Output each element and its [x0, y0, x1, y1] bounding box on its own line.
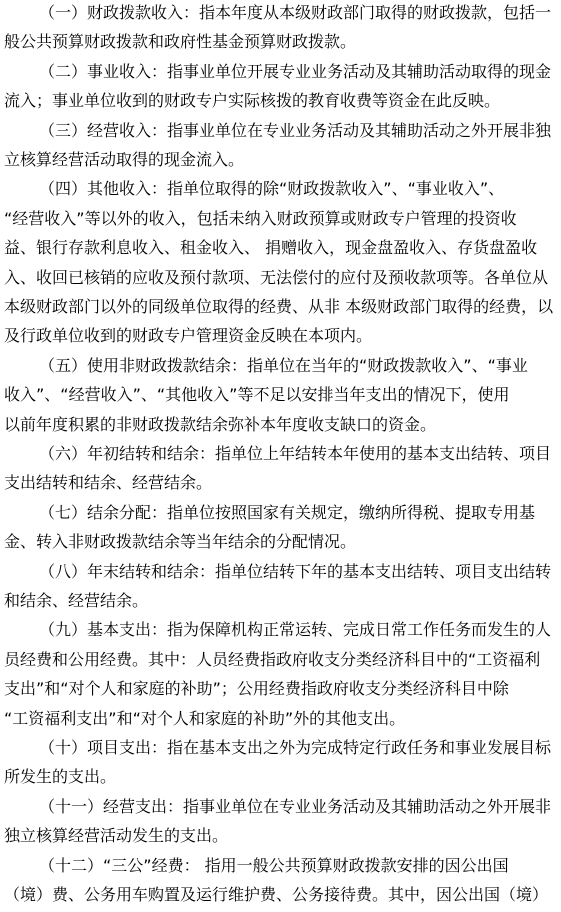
text-line: （四）其他收入：指单位取得的除“财政拨款收入”、“事业收入”、: [39, 179, 505, 199]
text-line: 和结余、经营结余。: [4, 591, 149, 610]
text-line: （六）年初结转和结余：指单位上年结转本年使用的基本支出结转、项目: [39, 444, 552, 463]
text-line: 支出结转和结余、经营结余。: [4, 473, 213, 493]
text-line: 金、转入非财政拨款结余等当年结余的分配情况。: [4, 532, 357, 552]
text-line: 立核算经营活动取得的现金流入。: [4, 150, 245, 169]
text-line: （十一）经营支出：指事业单位在专业业务活动及其辅助活动之外开展非: [39, 796, 552, 816]
text-line: （境）费、公务用车购置及运行维护费、公务接待费。其中，因公出国（境）: [4, 885, 549, 904]
text-line: （一）财政拨款收入：指本年度从本级财政部门取得的财政拨款，包括一: [39, 3, 552, 22]
text-line: 本级财政部门以外的同级单位取得的经费、从非 本级财政部门取得的经费，以: [4, 297, 554, 316]
text-line: （二）事业收入：指事业单位开展专业业务活动及其辅助活动取得的现金: [39, 61, 552, 81]
text-line: 般公共预算财政拨款和政府性基金预算财政拨款。: [4, 32, 357, 52]
text-line: （三）经营收入：指事业单位在专业业务活动及其辅助活动之外开展非独: [39, 120, 552, 140]
text-line: （五）使用非财政拨款结余：指单位在当年的“财政拨款收入”、“事业: [39, 355, 528, 375]
text-line: （八）年末结转和结余：指单位结转下年的基本支出结转、项目支出结转: [39, 561, 552, 581]
text-line: 收入”、“经营收入”、“其他收入”等不足以安排当年支出的情况下，使用: [4, 385, 510, 405]
text-line: （十）项目支出：指在基本支出之外为完成特定行政任务和事业发展目标: [39, 738, 552, 757]
text-line: 益、银行存款利息收入、租金收入、 捐赠收入，现金盘盈收入、存货盘盈收: [4, 238, 538, 258]
text-line: （九）基本支出：指为保障机构正常运转、完成日常工作任务而发生的人: [39, 620, 552, 640]
text-line: 以前年度积累的非财政拨款结余弥补本年度收支缺口的资金。: [4, 414, 437, 434]
text-line: 支出”和“对个人和家庭的补助”；公用经费指政府收支分类经济科目中除: [4, 679, 509, 699]
text-line: （七）结余分配：指单位按照国家有关规定，缴纳所得税、提取专用基: [39, 502, 536, 522]
text-line: 入、收回已核销的应收及预付款项、无法偿付的应付及预收款项等。各单位从: [4, 267, 549, 287]
text-line: （十二）“三公”经费： 指用一般公共预算财政拨款安排的因公出国: [39, 855, 509, 875]
text-line: “工资福利支出”和“对个人和家庭的补助”外的其他支出。: [4, 708, 406, 728]
text-line: 员经费和公用经费。其中：人员经费指政府收支分类经济科目中的“工资福利: [4, 649, 541, 669]
text-line: “经营收入”等以外的收入，包括未纳入财政预算或财政专户管理的投资收: [4, 208, 517, 228]
text-line: 所发生的支出。: [4, 767, 117, 787]
text-line: 及行政单位收到的财政专户管理资金反映在本项内。: [4, 326, 373, 346]
text-line: 独立核算经营活动发生的支出。: [4, 826, 229, 846]
text-line: 流入；事业单位收到的财政专户实际核拨的教育收费等资金在此反映。: [4, 91, 501, 111]
